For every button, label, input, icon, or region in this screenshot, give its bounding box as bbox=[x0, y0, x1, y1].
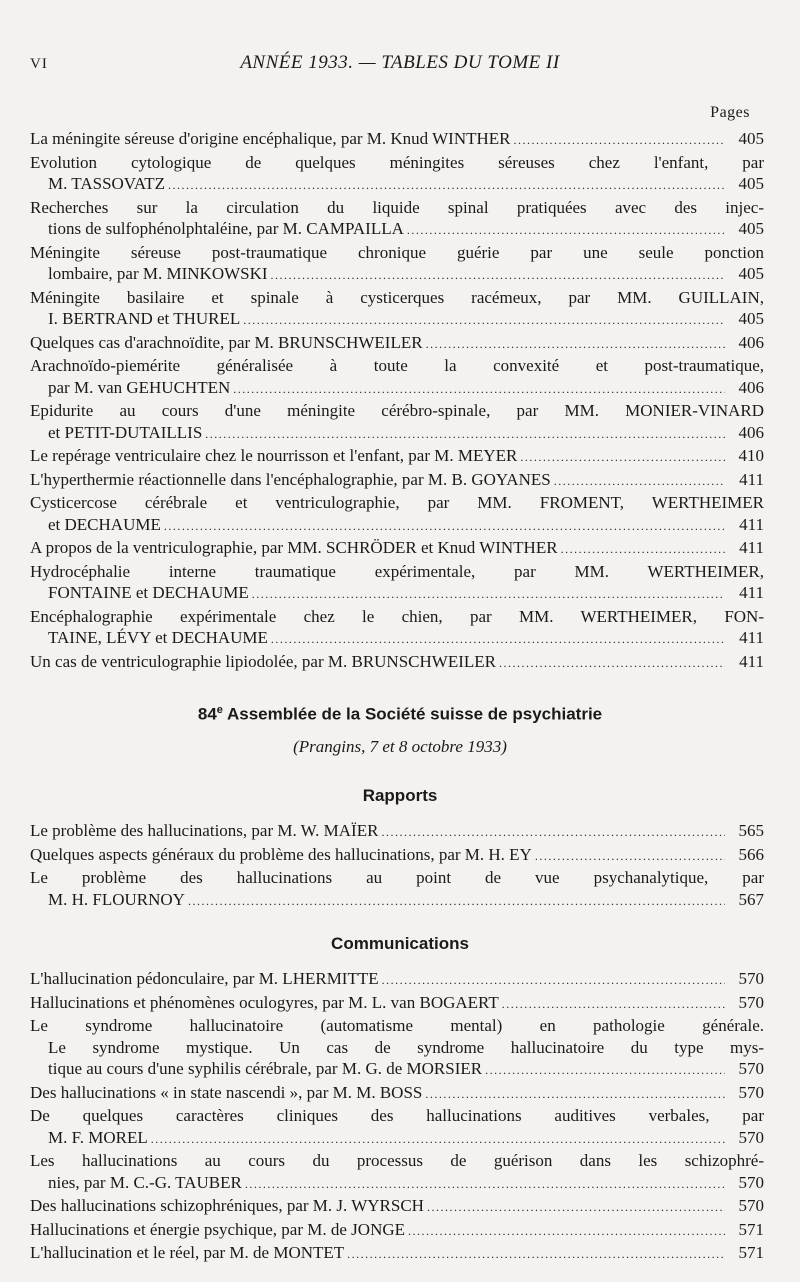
dot-leader bbox=[382, 968, 725, 992]
toc-entry bbox=[30, 1219, 764, 1243]
toc-entry bbox=[30, 968, 764, 992]
toc-entry-page: 566 bbox=[738, 844, 764, 864]
toc-entry-page: 405 bbox=[738, 309, 764, 328]
toc-entry bbox=[30, 1242, 764, 1266]
toc-entry bbox=[30, 1172, 764, 1196]
contents-list-communications bbox=[30, 968, 764, 1266]
toc-entry-page: 570 bbox=[738, 969, 764, 988]
toc-entry-text: par M. van GEHUCHTEN bbox=[48, 377, 231, 397]
toc-entry bbox=[30, 422, 764, 446]
toc-entry bbox=[30, 377, 764, 401]
toc-entry-text: Le problème des hallucinations, par M. W. MAÏER bbox=[30, 821, 379, 840]
toc-entry-page: 405 bbox=[738, 219, 764, 238]
dot-leader bbox=[381, 820, 725, 844]
toc-entry-text: L'hallucination pédonculaire, par M. LHERMITTE bbox=[30, 969, 379, 988]
toc-entry bbox=[30, 1127, 764, 1151]
toc-entry bbox=[30, 173, 764, 197]
toc-entry-text: Les hallucinations au cours du processus de guérison dans les schizophré- bbox=[30, 1151, 764, 1170]
dot-leader bbox=[271, 263, 725, 287]
toc-entry-page: 570 bbox=[738, 1172, 764, 1192]
communications-heading: Communications bbox=[331, 934, 469, 953]
toc-entry-text: FONTAINE et DECHAUME bbox=[48, 583, 249, 602]
dot-leader bbox=[554, 469, 725, 493]
toc-entry-page: 405 bbox=[738, 129, 764, 148]
toc-entry bbox=[30, 287, 764, 309]
running-title: ANNÉE 1933. — TABLES DU TOME II bbox=[240, 52, 560, 73]
toc-entry bbox=[30, 152, 764, 174]
toc-entry bbox=[30, 992, 764, 1016]
toc-entry bbox=[30, 1015, 764, 1037]
dot-leader bbox=[408, 1219, 725, 1243]
dot-leader bbox=[245, 1172, 725, 1196]
toc-entry-page: 405 bbox=[738, 174, 764, 193]
dot-leader bbox=[243, 308, 725, 332]
toc-entry-page: 571 bbox=[738, 1219, 764, 1239]
toc-entry-page: 411 bbox=[739, 538, 764, 557]
toc-entry bbox=[30, 263, 764, 287]
dot-leader bbox=[485, 1058, 725, 1082]
dot-leader bbox=[347, 1242, 725, 1266]
toc-entry bbox=[30, 128, 764, 152]
toc-entry-text: Méningite séreuse post-traumatique chronique guérie par une seule ponction bbox=[30, 242, 764, 262]
dot-leader bbox=[514, 128, 726, 152]
toc-entry-text: L'hyperthermie réactionnelle dans l'encéphalographie, par M. B. GOYANES bbox=[30, 469, 551, 489]
toc-entry-page: 567 bbox=[738, 889, 764, 909]
dot-leader bbox=[188, 889, 725, 913]
toc-entry-text: M. H. FLOURNOY bbox=[48, 889, 185, 909]
toc-entry-text: M. F. MOREL bbox=[48, 1127, 148, 1147]
dot-leader bbox=[425, 1082, 725, 1106]
dot-leader bbox=[164, 514, 725, 538]
toc-entry-text: Méningite basilaire et spinale à cysticerques racémeux, par MM. GUILLAIN, bbox=[30, 287, 764, 307]
toc-entry-text: Le syndrome hallucinatoire (automatisme mental) en pathologie générale. bbox=[30, 1016, 764, 1035]
toc-entry bbox=[30, 355, 764, 377]
toc-entry-text: I. BERTRAND et THUREL bbox=[48, 309, 241, 328]
assembly-title: Assemblée de la Société suisse de psychiatrie bbox=[227, 704, 603, 724]
rapports-heading: Rapports bbox=[362, 786, 438, 805]
running-head bbox=[30, 52, 770, 82]
toc-entry-page: 565 bbox=[738, 821, 764, 840]
toc-entry-text: Encéphalographie expérimentale chez le chien, par MM. WERTHEIMER, FON- bbox=[30, 606, 764, 626]
toc-entry bbox=[30, 651, 764, 675]
toc-entry bbox=[30, 400, 764, 422]
toc-entry-page: 570 bbox=[738, 1196, 764, 1215]
dot-leader bbox=[427, 1195, 725, 1219]
dot-leader bbox=[271, 627, 725, 651]
toc-entry-page: 410 bbox=[738, 446, 764, 465]
toc-entry-text: L'hallucination et le réel, par M. de MONTET bbox=[30, 1243, 345, 1262]
toc-entry-text: Des hallucinations « in state nascendi », par M. M. BOSS bbox=[30, 1082, 423, 1102]
toc-entry bbox=[30, 514, 764, 538]
toc-entry-text: Quelques cas d'arachnoïdite, par M. BRUNSCHWEILER bbox=[30, 332, 423, 352]
toc-entry bbox=[30, 561, 764, 583]
assembly-number-sup: e bbox=[216, 704, 223, 716]
toc-entry-page: 570 bbox=[738, 1082, 764, 1102]
toc-entry bbox=[30, 1058, 764, 1082]
contents-list-neurology bbox=[30, 128, 764, 674]
toc-entry-text: Le problème des hallucinations au point de vue psychanalytique, par bbox=[30, 868, 764, 887]
toc-entry-text: M. TASSOVATZ bbox=[48, 174, 166, 193]
toc-entry-text: Recherches sur la circulation du liquide spinal pratiquées avec des injec- bbox=[30, 197, 764, 217]
dot-leader bbox=[168, 173, 725, 197]
toc-entry-text: De quelques caractères cliniques des hallucinations auditives verbales, par bbox=[30, 1106, 764, 1125]
toc-entry-text: tions de sulfophénolphtaléine, par M. CAMPAILLA bbox=[48, 219, 404, 238]
toc-entry-text: Hallucinations et énergie psychique, par M. de JONGE bbox=[30, 1219, 406, 1239]
toc-entry-text: La méningite séreuse d'origine encéphalique, par M. Knud WINTHER bbox=[30, 129, 511, 148]
toc-entry bbox=[30, 469, 764, 493]
dot-leader bbox=[426, 332, 725, 356]
dot-leader bbox=[561, 537, 725, 561]
toc-entry-text: Epidurite au cours d'une méningite cérébro-spinale, par MM. MONIER-VINARD bbox=[30, 401, 764, 420]
toc-entry-text: Des hallucinations schizophréniques, par M. J. WYRSCH bbox=[30, 1196, 424, 1215]
toc-entry-text: Evolution cytologique de quelques méningites séreuses chez l'enfant, par bbox=[30, 152, 764, 172]
toc-entry bbox=[30, 445, 764, 469]
toc-entry-text: TAINE, LÉVY et DECHAUME bbox=[48, 628, 268, 647]
dot-leader bbox=[407, 218, 725, 242]
toc-entry bbox=[30, 242, 764, 264]
toc-entry-page: 411 bbox=[739, 628, 764, 647]
toc-entry-page: 411 bbox=[739, 583, 764, 602]
toc-entry-page: 406 bbox=[738, 377, 764, 397]
toc-entry bbox=[30, 889, 764, 913]
dot-leader bbox=[233, 377, 725, 401]
toc-entry bbox=[30, 308, 764, 332]
toc-entry-page: 570 bbox=[738, 1059, 764, 1078]
toc-entry-page: 405 bbox=[738, 264, 764, 283]
toc-entry-page: 570 bbox=[738, 1127, 764, 1147]
toc-entry bbox=[30, 844, 764, 868]
toc-entry-text: tique au cours d'une syphilis cérébrale, par M. G. de MORSIER bbox=[48, 1059, 483, 1078]
toc-entry-page: 406 bbox=[738, 332, 764, 352]
toc-entry-text: Le repérage ventriculaire chez le nourrisson et l'enfant, par M. MEYER bbox=[30, 446, 518, 465]
toc-entry-text: A propos de la ventriculographie, par MM. SCHRÖDER et Knud WINTHER bbox=[30, 538, 558, 557]
toc-entry-text: Arachnoïdo-piemérite généralisée à toute la convexité et post-traumatique, bbox=[30, 356, 764, 375]
toc-entry bbox=[30, 332, 764, 356]
toc-entry-text: Quelques aspects généraux du problème des hallucinations, par M. H. EY bbox=[30, 844, 532, 864]
dot-leader bbox=[499, 651, 725, 675]
toc-entry bbox=[30, 1105, 764, 1127]
toc-entry-text: Cysticercose cérébrale et ventriculographie, par MM. FROMENT, WERTHEIMER bbox=[30, 493, 764, 512]
assembly-number: 84 bbox=[197, 704, 217, 724]
pages-column-label: Pages bbox=[710, 104, 750, 121]
toc-entry-page: 406 bbox=[738, 422, 764, 442]
toc-entry bbox=[30, 537, 764, 561]
toc-entry-page: 570 bbox=[738, 992, 764, 1012]
toc-entry-text: Hydrocéphalie interne traumatique expérimentale, par MM. WERTHEIMER, bbox=[30, 561, 764, 581]
toc-entry bbox=[30, 197, 764, 219]
toc-entry bbox=[30, 1150, 764, 1172]
assembly-heading bbox=[0, 704, 800, 725]
toc-entry bbox=[30, 820, 764, 844]
toc-entry-text: et DECHAUME bbox=[48, 514, 161, 534]
toc-entry-page: 411 bbox=[739, 469, 764, 489]
toc-entry bbox=[30, 582, 764, 606]
toc-entry bbox=[30, 492, 764, 514]
dot-leader bbox=[252, 582, 725, 606]
dot-leader bbox=[520, 445, 725, 469]
toc-entry-text: Hallucinations et phénomènes oculogyres, par M. L. van BOGAERT bbox=[30, 992, 499, 1012]
toc-entry-page: 411 bbox=[739, 651, 764, 671]
assembly-subtitle: (Prangins, 7 et 8 octobre 1933) bbox=[293, 737, 507, 756]
dot-leader bbox=[151, 1127, 725, 1151]
contents-list-rapports bbox=[30, 820, 764, 912]
toc-entry bbox=[30, 606, 764, 628]
toc-entry bbox=[30, 1082, 764, 1106]
toc-entry-text: lombaire, par M. MINKOWSKI bbox=[48, 264, 268, 283]
page-folio: VI bbox=[30, 56, 48, 72]
toc-entry bbox=[30, 1195, 764, 1219]
toc-entry-page: 411 bbox=[739, 514, 764, 534]
toc-entry bbox=[30, 1037, 764, 1059]
toc-entry-text: et PETIT-DUTAILLIS bbox=[48, 422, 203, 442]
toc-entry-text: nies, par M. C.-G. TAUBER bbox=[48, 1172, 242, 1192]
toc-entry-page: 571 bbox=[738, 1243, 764, 1262]
toc-entry bbox=[30, 867, 764, 889]
dot-leader bbox=[535, 844, 725, 868]
toc-entry-text: Un cas de ventriculographie lipiodolée, par M. BRUNSCHWEILER bbox=[30, 651, 496, 671]
dot-leader bbox=[205, 422, 725, 446]
dot-leader bbox=[502, 992, 725, 1016]
toc-entry bbox=[30, 627, 764, 651]
toc-entry-text: Le syndrome mystique. Un cas de syndrome hallucinatoire du type mys- bbox=[48, 1037, 764, 1057]
toc-entry bbox=[30, 218, 764, 242]
